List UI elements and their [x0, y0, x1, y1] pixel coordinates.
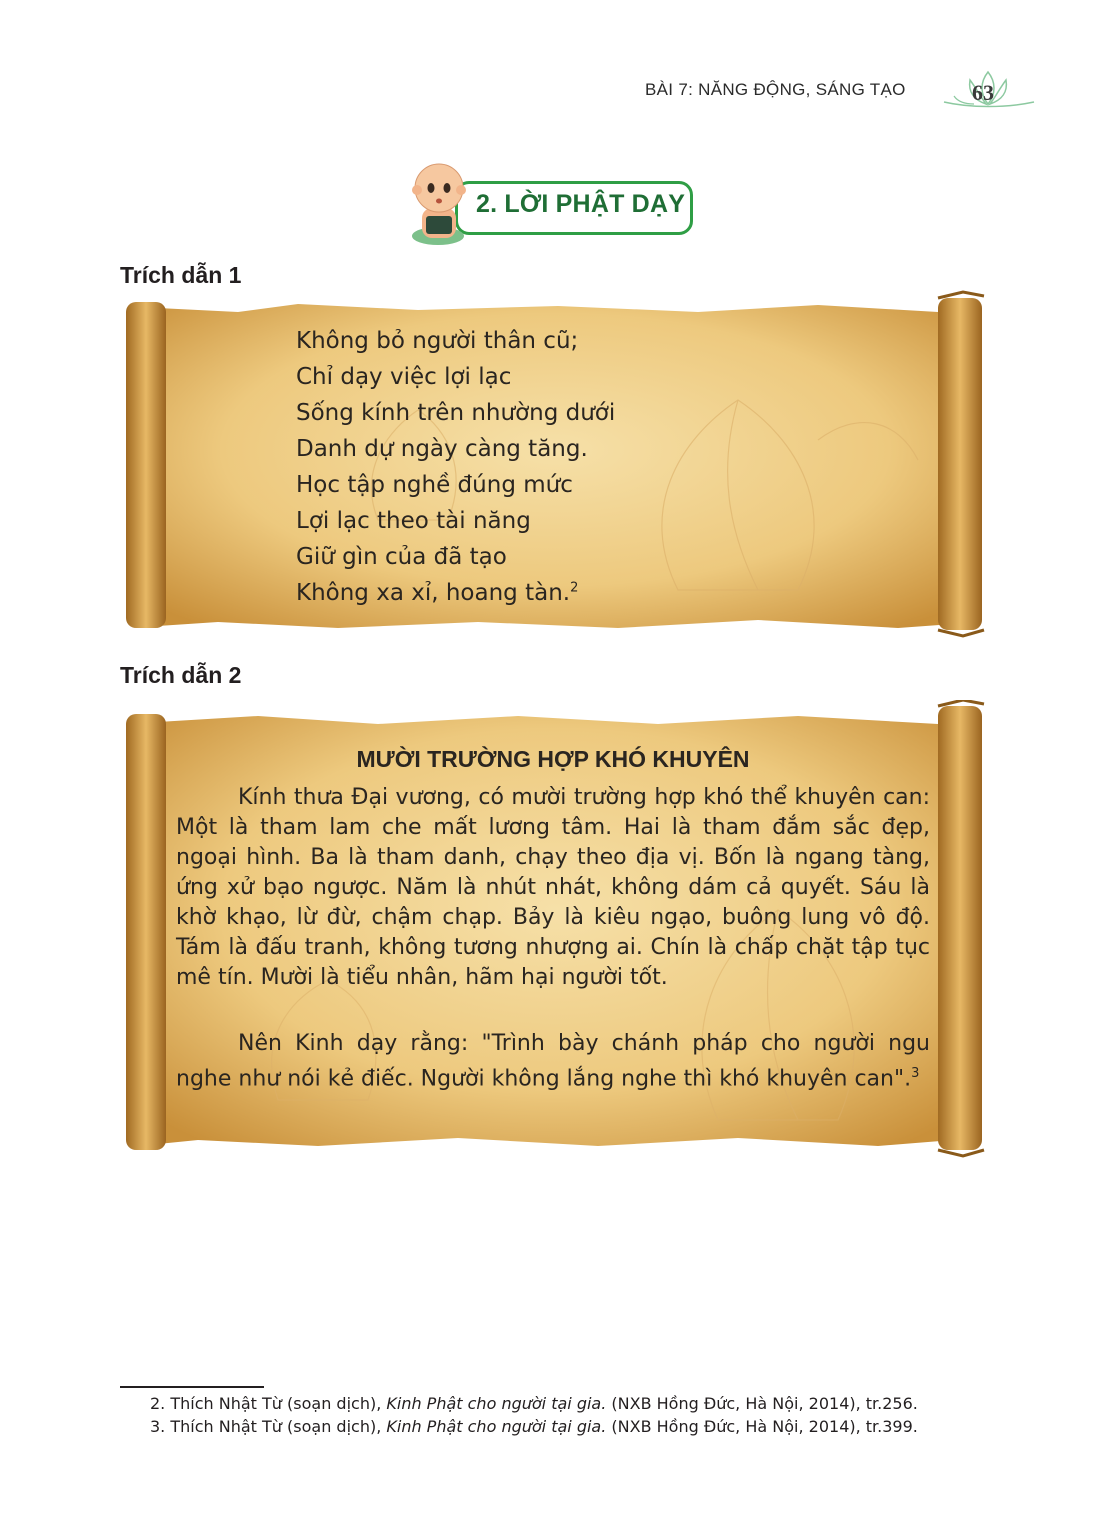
poem-line: Sống kính trên nhường dưới: [296, 400, 616, 426]
poem-line: Chỉ dạy việc lợi lạc: [296, 364, 512, 390]
footnote-item: [150, 1394, 918, 1413]
footnote-book-title: Kinh Phật cho người tại gia.: [386, 1417, 607, 1436]
footnote-ref-3[interactable]: 3: [911, 1066, 920, 1081]
footnote-author: Thích Nhật Từ (soạn dịch),: [170, 1394, 382, 1413]
footnote-number: 2.: [150, 1394, 166, 1413]
quote-2-paragraph-2-wrap: [176, 1029, 930, 1094]
section-title: 2. LỜI PHẬT DẠY: [476, 190, 686, 218]
poem-line: Giữ gìn của đã tạo: [296, 544, 507, 570]
footnote-ref-2[interactable]: 2: [570, 580, 579, 596]
poem-line: Không bỏ người thân cũ;: [296, 328, 579, 354]
poem-line: Lợi lạc theo tài năng: [296, 508, 531, 534]
footnote-details: (NXB Hồng Đức, Hà Nội, 2014), tr.399.: [611, 1417, 918, 1436]
footnote-book-title: Kinh Phật cho người tại gia.: [386, 1394, 607, 1413]
chapter-title: BÀI 7: NĂNG ĐỘNG, SÁNG TẠO: [645, 80, 906, 99]
quote-2-heading: MƯỜI TRƯỜNG HỢP KHÓ KHUYÊN: [356, 746, 750, 772]
page-number: 63: [972, 80, 994, 105]
poem-line-text: Không xa xỉ, hoang tàn.: [296, 580, 571, 606]
poem-line: Học tập nghề đúng mức: [296, 472, 573, 498]
footnote-details: (NXB Hồng Đức, Hà Nội, 2014), tr.256.: [611, 1394, 918, 1413]
footnote-divider: [120, 1386, 264, 1388]
footnote-author: Thích Nhật Từ (soạn dịch),: [170, 1417, 382, 1436]
monk-mascot-icon: [408, 160, 478, 248]
poem-line: Danh dự ngày càng tăng.: [296, 436, 588, 462]
quote-2-paragraph-2: Nên Kinh dạy rằng: "Trình bày chánh pháp cho người ngu nghe như nói kẻ điếc. Người không lắng nghe thì khó khuyên can".: [176, 1031, 930, 1092]
quote-1-label: Trích dẫn 1: [120, 262, 242, 288]
quote-2-label: Trích dẫn 2: [120, 662, 242, 688]
poem-line-last: [296, 580, 578, 606]
quote-2-paragraph-1: Kính thưa Đại vương, có mười trường hợp khó thể khuyên can: Một là tham lam che mất lương tâm. Hai là tham đắm sắc đẹp, ngoại hình. Ba là tham danh, chạy theo địa vị. Bốn là ngang tàng, ứng xử bạo ngược. Năm là nhút nhát, không dám cả quyết. Sáu là khờ khạo, lừ đừ, chậm chạp. Bảy là kiêu ngạo, buông lung vô độ. Tám là đấu tranh, không tương nhượng ai. Chín là chấp chặt tập tục mê tín. Mười là tiểu nhân, hãm hại người tốt.: [176, 785, 930, 990]
footnote-item: [150, 1417, 918, 1436]
footnote-number: 3.: [150, 1417, 166, 1436]
